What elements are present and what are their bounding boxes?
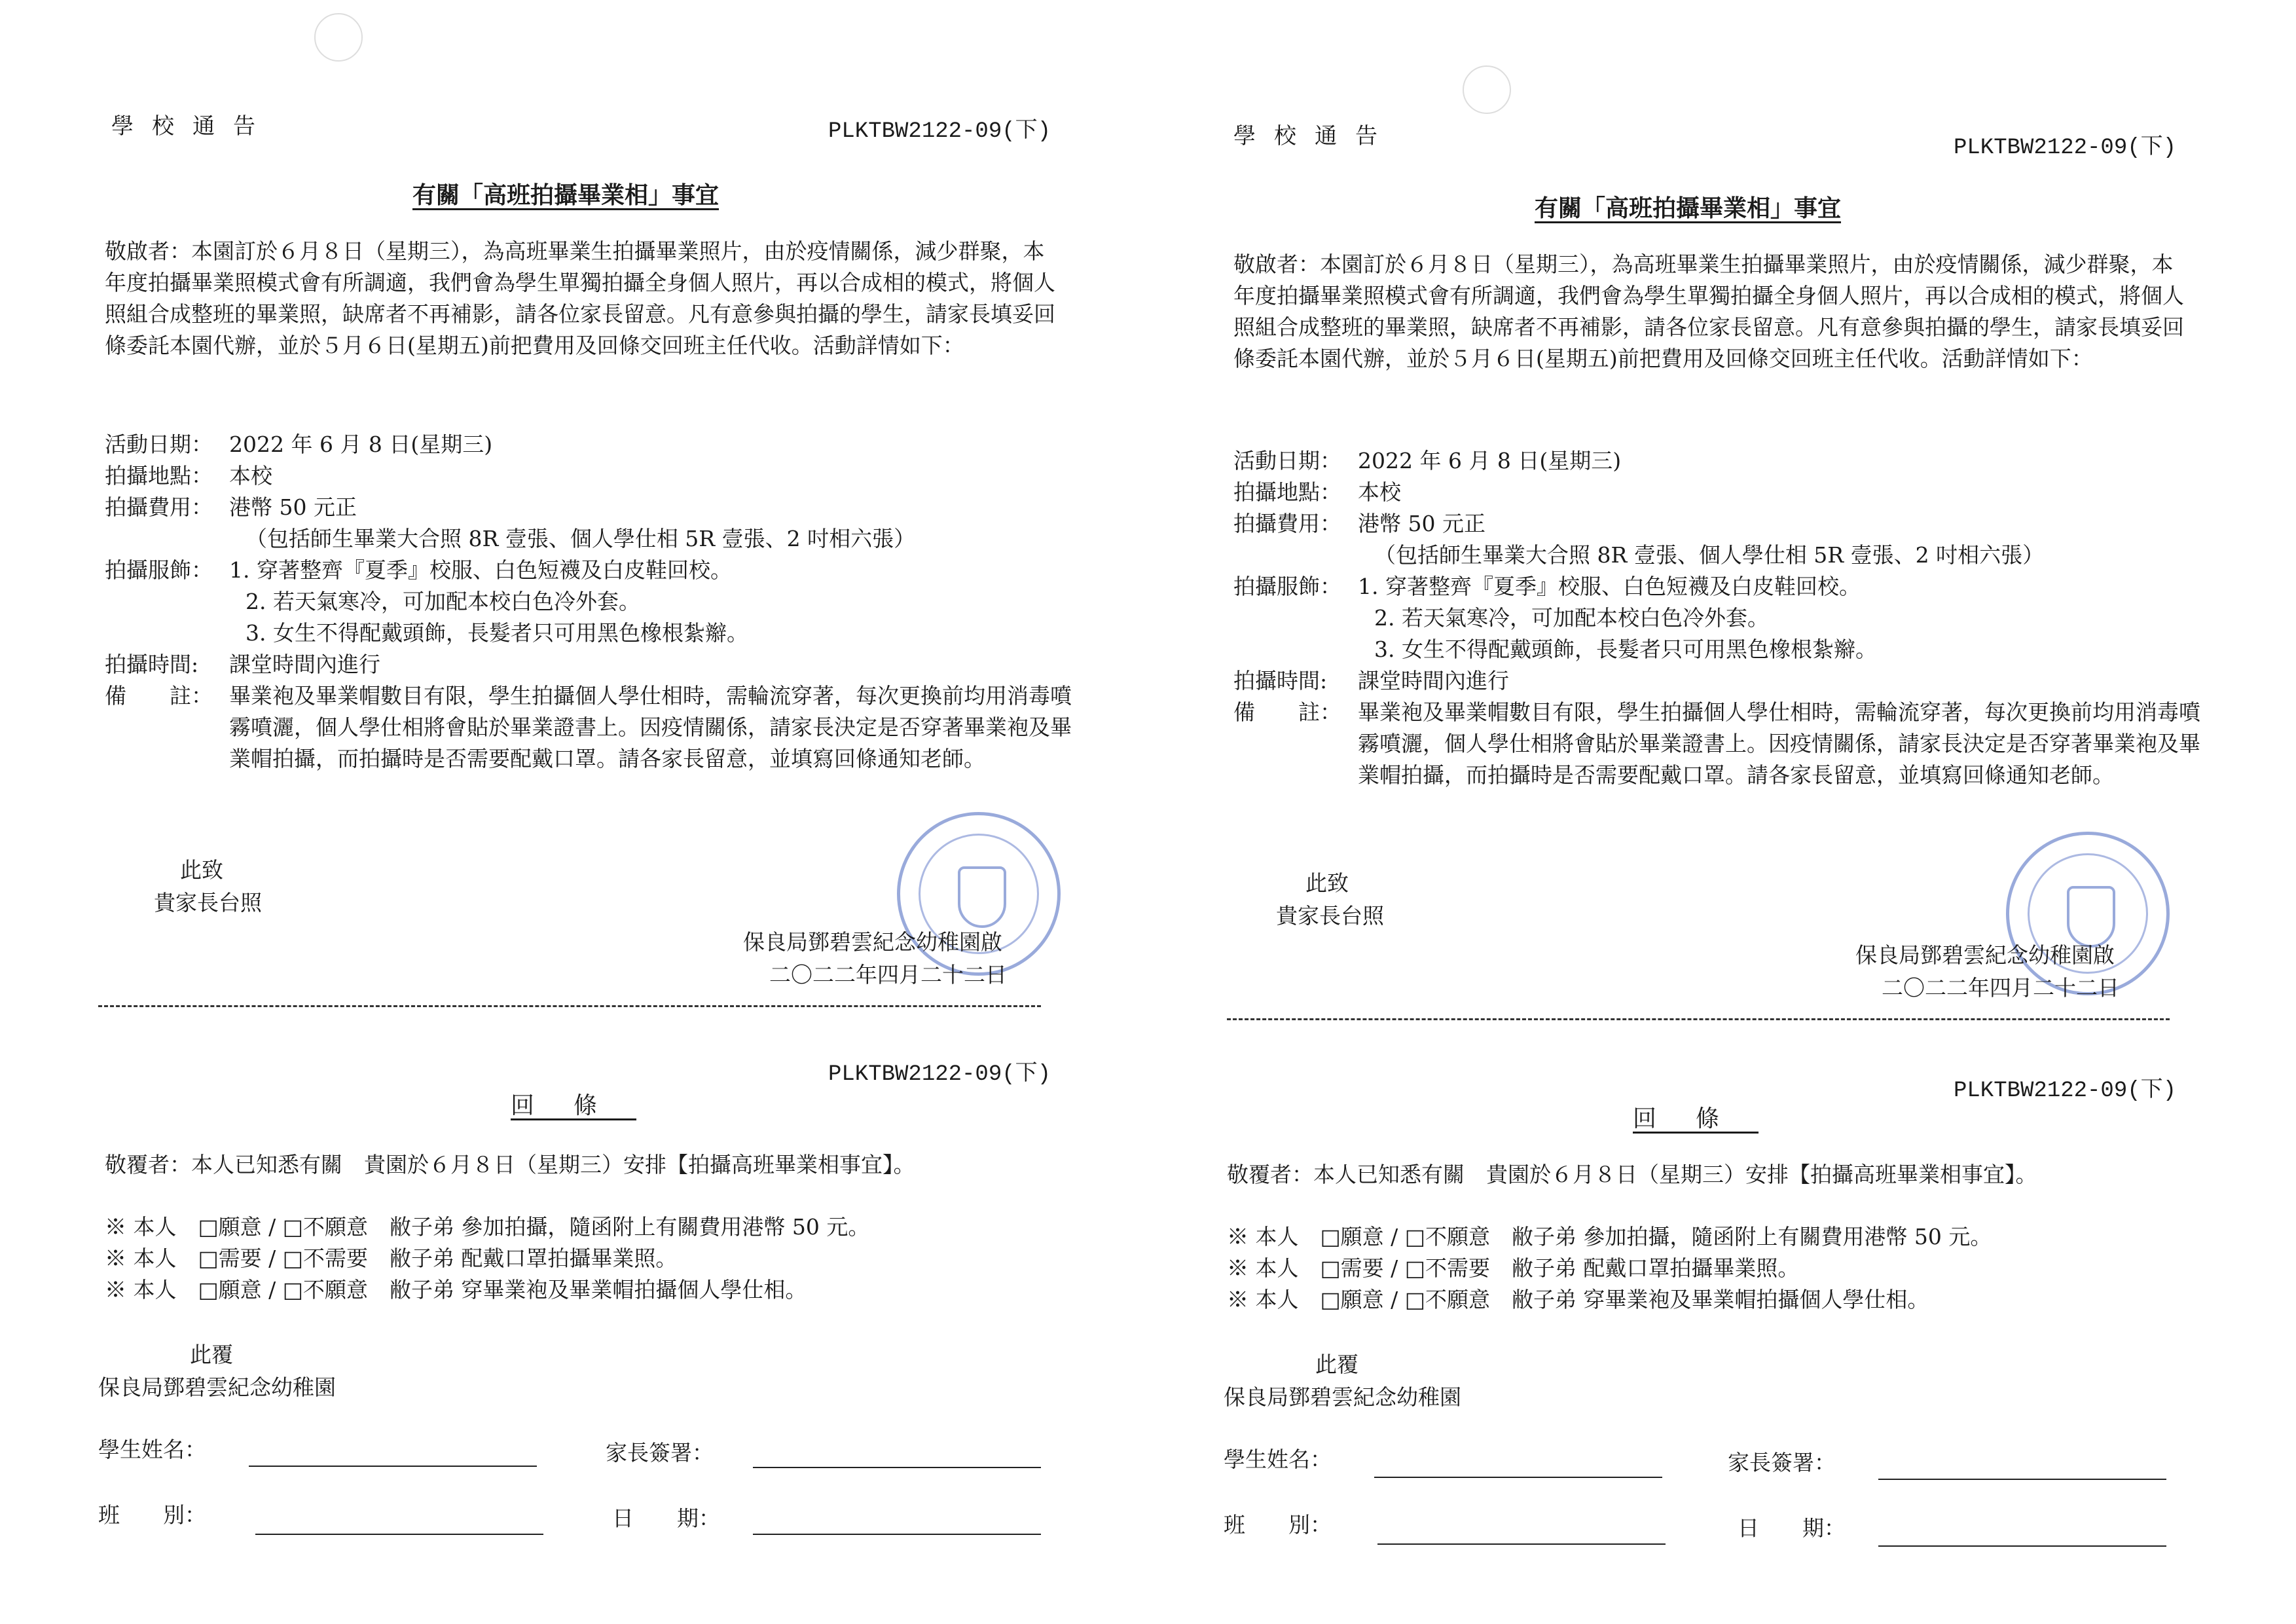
notice-intro: 敬啟者：本園訂於６月８日（星期三），為高班畢業生拍攝畢業照片，由於疫情關係，減少群聚，本年度拍攝畢業照模式會有所調適，我們會為學生單獨拍攝全身個人照片，再以合成相的模式，將個人照組合成整班的畢業照，缺席者不再補影，請各位家長留意。凡有意參與拍攝的學生，請家長填妥回條委託本園代辦，並於５月６日(星期五)前把費用及回條交回班主任代收。活動詳情如下：	[105, 238, 1055, 358]
fee-value: 港幣 50 元正	[1358, 511, 1485, 536]
place-label: 拍攝地點：	[105, 463, 213, 489]
notice-code: PLKTBW2122-09(下)	[828, 119, 1051, 144]
parent-signature-field[interactable]	[1878, 1479, 2166, 1480]
reply-title: 回條	[511, 1092, 637, 1119]
notice-code: PLKTBW2122-09(下)	[1954, 136, 2177, 160]
school-signature: 保良局鄧碧雲紀念幼稚園啟	[743, 929, 1002, 955]
notice-header: 學校通告	[1233, 123, 1396, 149]
remark-label: 備 註：	[1233, 699, 1341, 725]
dress-label: 拍攝服飾：	[105, 557, 213, 583]
date-value: 2022 年 6 月 8 日(星期三)	[1358, 448, 1622, 473]
notice-details	[1233, 445, 2202, 791]
reply-option-1: ※ 本人 □願意 / □不願意 敝子弟 參加拍攝，隨函附上有關費用港幣 50 元。	[1227, 1224, 1992, 1249]
reply-closing: 此覆	[190, 1342, 233, 1367]
cut-line	[98, 1005, 1041, 1007]
reply-option-3: ※ 本人 □願意 / □不願意 敝子弟 穿畢業袍及畢業帽拍攝個人學仕相。	[1227, 1287, 1929, 1312]
fee-label: 拍攝費用：	[1233, 511, 1341, 536]
fee-value: 港幣 50 元正	[229, 494, 357, 520]
notice-title: 有關「高班拍攝畢業相」事宜	[1535, 194, 1842, 222]
date-label: 活動日期：	[105, 432, 213, 457]
class-field[interactable]	[1377, 1543, 1666, 1545]
closing-addressee: 貴家長台照	[1276, 903, 1384, 929]
parent-signature-field[interactable]	[753, 1467, 1041, 1468]
date-label: 活動日期：	[1233, 448, 1341, 473]
dress-item-3: 3. 女生不得配戴頭飾，長髮者只可用黑色橡根紮辮。	[246, 620, 748, 646]
place-value: 本校	[229, 463, 272, 489]
time-value: 課堂時間內進行	[1358, 668, 1509, 693]
signature-date: 二〇二二年四月二十二日	[769, 962, 1007, 987]
remark-value: 畢業袍及畢業帽數目有限，學生拍攝個人學仕相時，需輪流穿著，每次更換前均用消毒噴霧噴灑，個人學仕相將會貼於畢業證書上。因疫情關係，請家長決定是否穿著畢業袍及畢業帽拍攝，而拍攝時是否需要配戴口罩。請各家長留意，並填寫回條通知老師。	[1358, 699, 2200, 788]
parent-signature-label: 家長簽署：	[606, 1440, 714, 1466]
class-label: 班 別：	[1224, 1512, 1332, 1538]
reply-statement: 敬覆者：本人已知悉有關 貴園於６月８日（星期三）安排【拍攝高班畢業相事宜】。	[1227, 1162, 2037, 1187]
date-field[interactable]	[1878, 1545, 2166, 1547]
reply-statement: 敬覆者：本人已知悉有關 貴園於６月８日（星期三）安排【拍攝高班畢業相事宜】。	[105, 1152, 915, 1177]
reply-code: PLKTBW2122-09(下)	[828, 1062, 1051, 1087]
closing-regards: 此致	[1305, 870, 1349, 896]
dress-item-2: 2. 若天氣寒冷，可加配本校白色冷外套。	[1374, 605, 1769, 631]
student-name-label: 學生姓名：	[1224, 1447, 1332, 1472]
time-label: 拍攝時間:	[105, 652, 199, 677]
punch-hole	[314, 13, 363, 62]
punch-hole	[1463, 65, 1511, 114]
reply-school-name: 保良局鄧碧雲紀念幼稚園	[1224, 1384, 1461, 1410]
fee-label: 拍攝費用：	[105, 494, 213, 520]
notice-intro: 敬啟者：本園訂於６月８日（星期三），為高班畢業生拍攝畢業照片，由於疫情關係，減少群聚，本年度拍攝畢業照模式會有所調適，我們會為學生單獨拍攝全身個人照片，再以合成相的模式，將個人照組合成整班的畢業照，缺席者不再補影，請各位家長留意。凡有意參與拍攝的學生，請家長填妥回條委託本園代辦，並於５月６日(星期五)前把費用及回條交回班主任代收。活動詳情如下：	[1233, 251, 2184, 371]
closing-addressee: 貴家長台照	[154, 890, 262, 915]
reply-closing: 此覆	[1315, 1352, 1358, 1377]
reply-option-2: ※ 本人 □需要 / □不需要 敝子弟 配戴口罩拍攝畢業照。	[105, 1246, 678, 1271]
reply-option-2: ※ 本人 □需要 / □不需要 敝子弟 配戴口罩拍攝畢業照。	[1227, 1255, 1800, 1281]
notice-details	[105, 429, 1074, 775]
cut-line	[1227, 1018, 2170, 1020]
student-name-field[interactable]	[249, 1466, 537, 1467]
notice-header: 學校通告	[111, 113, 274, 139]
signature-date: 二〇二二年四月二十二日	[1882, 975, 2119, 1001]
dress-item-2: 2. 若天氣寒冷，可加配本校白色冷外套。	[246, 589, 640, 614]
place-label: 拍攝地點：	[1233, 479, 1341, 505]
fee-note: （包括師生畢業大合照 8R 壹張、個人學仕相 5R 壹張、2 吋相六張）	[246, 526, 916, 551]
class-label: 班 別：	[98, 1502, 206, 1528]
place-value: 本校	[1358, 479, 1401, 505]
time-value: 課堂時間內進行	[229, 652, 380, 677]
closing-regards: 此致	[180, 857, 223, 883]
reply-title: 回條	[1633, 1105, 1759, 1132]
school-signature: 保良局鄧碧雲紀念幼稚園啟	[1855, 942, 2115, 968]
remark-value: 畢業袍及畢業帽數目有限，學生拍攝個人學仕相時，需輪流穿著，每次更換前均用消毒噴霧噴灑，個人學仕相將會貼於畢業證書上。因疫情關係，請家長決定是否穿著畢業袍及畢業帽拍攝，而拍攝時是否需要配戴口罩。請各家長留意，並填寫回條通知老師。	[229, 683, 1072, 771]
student-name-label: 學生姓名：	[98, 1437, 206, 1462]
dress-item-3: 3. 女生不得配戴頭飾，長髮者只可用黑色橡根紮辮。	[1374, 637, 1877, 662]
remark-label: 備 註：	[105, 683, 213, 709]
reply-school-name: 保良局鄧碧雲紀念幼稚園	[98, 1375, 336, 1400]
fee-note: （包括師生畢業大合照 8R 壹張、個人學仕相 5R 壹張、2 吋相六張）	[1374, 542, 2045, 568]
student-name-field[interactable]	[1374, 1477, 1662, 1478]
notice-page-right	[1148, 0, 2296, 1624]
date-field[interactable]	[753, 1534, 1041, 1535]
reply-option-3: ※ 本人 □願意 / □不願意 敝子弟 穿畢業袍及畢業帽拍攝個人學仕相。	[105, 1277, 807, 1302]
notice-title: 有關「高班拍攝畢業相」事宜	[412, 181, 720, 209]
class-field[interactable]	[255, 1534, 543, 1535]
dress-label: 拍攝服飾：	[1233, 574, 1341, 599]
parent-signature-label: 家長簽署：	[1728, 1450, 1836, 1475]
date-value: 2022 年 6 月 8 日(星期三)	[229, 432, 493, 457]
dress-item-1: 1. 穿著整齊『夏季』校服、白色短襪及白皮鞋回校。	[229, 557, 732, 583]
dress-item-1: 1. 穿著整齊『夏季』校服、白色短襪及白皮鞋回校。	[1358, 574, 1861, 599]
date-field-label: 日 期：	[1738, 1515, 1846, 1541]
date-field-label: 日 期：	[612, 1505, 720, 1531]
time-label: 拍攝時間:	[1233, 668, 1328, 693]
reply-code: PLKTBW2122-09(下)	[1954, 1079, 2177, 1103]
reply-option-1: ※ 本人 □願意 / □不願意 敝子弟 參加拍攝，隨函附上有關費用港幣 50 元。	[105, 1214, 870, 1240]
